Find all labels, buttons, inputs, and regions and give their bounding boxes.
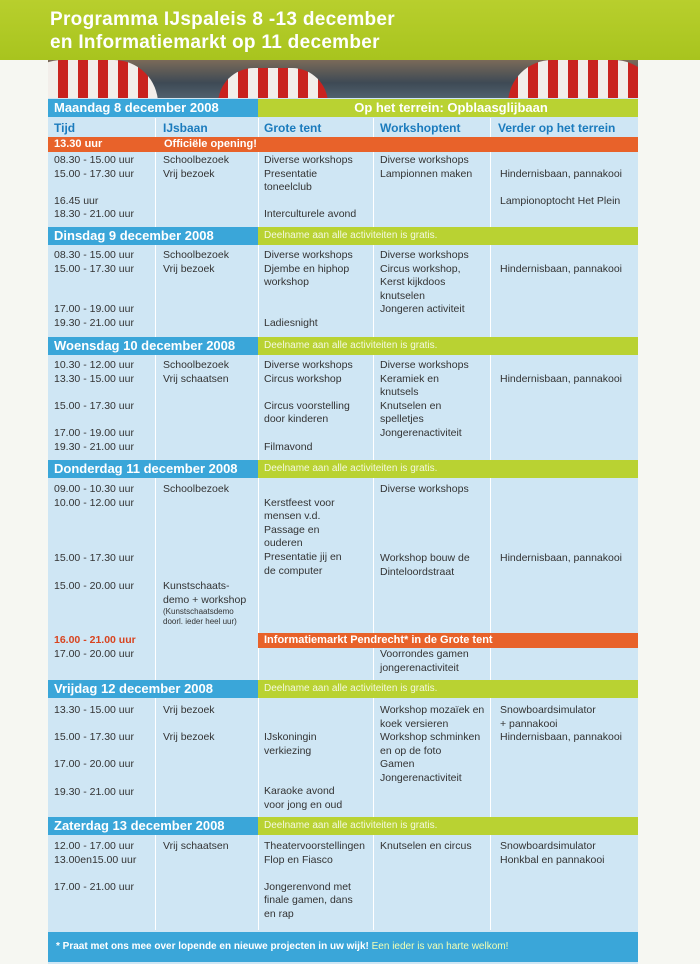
- opening-label: Officiële opening!: [164, 138, 257, 150]
- col-header-workshoptent: Workshoptent: [380, 121, 461, 135]
- footer-welcome: Een ieder is van harte welkom!: [371, 941, 509, 952]
- thursday-verder: Hindernisbaan, pannakooi: [500, 552, 623, 564]
- saturday-note: Deelname aan alle activiteiten is gratis.: [258, 817, 638, 835]
- col-header-tijd: Tijd: [54, 121, 76, 135]
- thursday-ijsbaan-kunst: Kunstschaats- demo + workshop (Kunstschaatsdemo doorl. ieder heel uur): [163, 580, 247, 627]
- friday-note: Deelname aan alle activiteiten is gratis.: [258, 680, 638, 698]
- informatiemarkt-bar: Informatiemarkt Pendrecht* in de Grote tent: [258, 633, 638, 648]
- monday-times: 08.30 - 15.00 uur 15.00 - 17.30 uur 16.45 uur 18.30 - 21.00 uur: [54, 154, 134, 221]
- day-header-monday: Maandag 8 december 2008: [48, 99, 258, 117]
- footer-banner: [48, 932, 638, 962]
- saturday-grote-tent: Theatervoorstellingen Flop en Fiasco Jongerenvond met finale gamen, dans en rap: [264, 840, 365, 920]
- opening-time: 13.30 uur: [54, 138, 103, 150]
- thursday-note: Deelname aan alle activiteiten is gratis.: [258, 460, 638, 478]
- wednesday-grote-tent: Diverse workshops Circus workshop Circus voorstelling door kinderen Filmavond: [264, 359, 353, 453]
- tuesday-note: Deelname aan alle activiteiten is gratis.: [258, 227, 638, 245]
- footer-bold: * Praat met ons mee over lopende en nieuwe projecten in uw wijk!: [56, 941, 369, 952]
- col-header-ijsbaan: IJsbaan: [163, 121, 208, 135]
- tuesday-times: 08.30 - 15.00 uur 15.00 - 17.30 uur 17.00 - 19.00 uur 19.30 - 21.00 uur: [54, 249, 134, 329]
- day-header-tuesday: Dinsdag 9 december 2008: [48, 227, 258, 245]
- saturday-times: 12.00 - 17.00 uur 13.00en15.00 uur 17.00 - 21.00 uur: [54, 840, 137, 893]
- wednesday-workshoptent: Diverse workshops Keramiek en knutsels Knutselen en spelletjes Jongerenactiviteit: [380, 359, 469, 439]
- wednesday-ijsbaan: Schoolbezoek Vrij schaatsen: [163, 359, 229, 385]
- markt-time: 16.00 - 21.00 uur: [54, 634, 136, 646]
- thursday-time-1530: 15.00 - 17.30 uur: [54, 552, 134, 564]
- tuesday-workshoptent: Diverse workshops Circus workshop, Kerst kijkdoos knutselen Jongeren activiteit: [380, 249, 469, 316]
- tuesday-grote-tent: Diverse workshops Djembe en hiphop workshop Ladiesnight: [264, 249, 353, 329]
- day-header-wednesday: Woensdag 10 december 2008: [48, 337, 258, 355]
- thursday-times: 09.00 - 10.30 uur 10.00 - 12.00 uur: [54, 483, 134, 509]
- monday-verder: Hindernisbaan, pannakooi Lampionoptocht Het Plein: [500, 168, 623, 208]
- opening-bar: [48, 137, 638, 152]
- monday-ijsbaan: Schoolbezoek Vrij bezoek: [163, 154, 229, 180]
- thursday-grote-tent: Kerstfeest voor mensen v.d. Passage en ouderen Presentatie jij en de computer: [264, 496, 342, 577]
- wednesday-verder: Hindernisbaan, pannakooi: [500, 373, 623, 385]
- wednesday-note: Deelname aan alle activiteiten is gratis.: [258, 337, 638, 355]
- wednesday-times: 10.30 - 12.00 uur 13.30 - 15.00 uur 15.00 - 17.30 uur 17.00 - 19.00 uur 19.30 - 21.00 uur: [54, 359, 134, 453]
- header-title-line2: en Informatiemarkt op 11 december: [50, 32, 380, 53]
- day-header-saturday: Zaterdag 13 december 2008: [48, 817, 258, 835]
- thursday-last-workshop: Voorrondes gamen jongerenactiviteit: [380, 648, 469, 674]
- monday-grote-tent: Diverse workshops Presentatie toneelclub Interculturele avond: [264, 154, 357, 221]
- monday-workshoptent: Diverse workshops Lampionnen maken: [380, 154, 473, 180]
- friday-times: 13.30 - 15.00 uur 15.00 - 17.30 uur 17.00 - 20.00 uur 19.30 - 21.00 uur: [54, 704, 134, 798]
- page-header: [0, 0, 700, 60]
- saturday-ijsbaan: Vrij schaatsen: [163, 840, 229, 852]
- thursday-last-time: 17.00 - 20.00 uur: [54, 648, 134, 660]
- tent-photo: [48, 60, 638, 98]
- col-header-grote-tent: Grote tent: [264, 121, 322, 135]
- header-title-line1: Programma IJspaleis 8 -13 december: [50, 9, 395, 30]
- friday-workshoptent: Workshop mozaïek en koek versieren Workshop schminken en op de foto Gamen Jongerenactiviteit: [380, 704, 485, 784]
- thursday-workshoptent: Diverse workshops: [380, 483, 469, 495]
- saturday-verder: Snowboardsimulator Honkbal en pannakooi: [500, 840, 605, 866]
- thursday-workshoptent-bouw: Workshop bouw de Dinteloordstraat: [380, 552, 470, 578]
- friday-verder: Snowboardsimulator + pannakooi Hindernisbaan, pannakooi: [500, 704, 623, 744]
- terrain-banner: Op het terrein: Opblaasglijbaan: [258, 99, 638, 117]
- tuesday-ijsbaan: Schoolbezoek Vrij bezoek: [163, 249, 229, 275]
- friday-grote-tent: IJskoningin verkiezing Karaoke avond voor jong en oud: [264, 731, 343, 811]
- col-header-verder: Verder op het terrein: [498, 121, 616, 135]
- day-header-thursday: Donderdag 11 december 2008: [48, 460, 258, 478]
- thursday-ijsbaan: Schoolbezoek: [163, 483, 229, 495]
- tuesday-verder: Hindernisbaan, pannakooi: [500, 263, 623, 275]
- thursday-time-1520: 15.00 - 20.00 uur: [54, 580, 134, 592]
- day-header-friday: Vrijdag 12 december 2008: [48, 680, 258, 698]
- saturday-workshoptent: Knutselen en circus: [380, 840, 472, 852]
- friday-ijsbaan: Vrij bezoek Vrij bezoek: [163, 704, 215, 744]
